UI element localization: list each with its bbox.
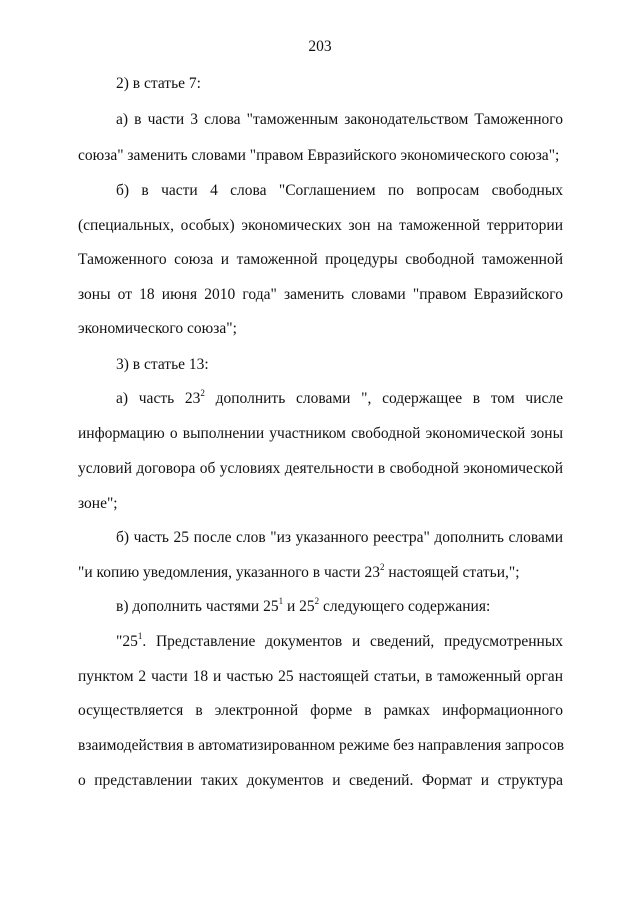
superscript: 1 bbox=[278, 595, 284, 606]
text-line: б) в части 4 слова "Соглашением по вопросам свободных bbox=[116, 182, 563, 199]
text-line: экономического союза"; bbox=[78, 320, 237, 337]
text-line: пунктом 2 части 18 и частью 25 настоящей статьи, в таможенный орган bbox=[78, 668, 563, 685]
text-line: информацию о выполнении участником свободной экономической зоны bbox=[78, 425, 563, 442]
text-run: "и копию уведомления, указанного в части 23 bbox=[78, 564, 380, 581]
text-line: о представлении таких документов и сведений. Формат и структура bbox=[78, 772, 563, 789]
text-line: 2) в статье 7: bbox=[116, 75, 201, 92]
text-run: "25 bbox=[116, 633, 138, 650]
text-run: а) часть 23 bbox=[116, 390, 201, 407]
text-run: дополнить словами ", содержащее в том числе bbox=[204, 390, 563, 407]
text-line: 3) в статье 13: bbox=[116, 356, 209, 373]
text-run: настоящей статьи,"; bbox=[384, 564, 520, 581]
page-number: 203 bbox=[308, 38, 332, 55]
text-line: взаимодействия в автоматизированном режиме без направления запросов bbox=[78, 737, 565, 754]
superscript: 2 bbox=[200, 387, 205, 398]
superscript: 2 bbox=[314, 595, 320, 606]
text-run: и 25 bbox=[283, 598, 315, 615]
text-run: в) дополнить частями 25 bbox=[116, 598, 279, 615]
superscript: 2 bbox=[379, 561, 385, 572]
text-line bbox=[78, 561, 563, 582]
text-line: осуществляется в электронной форме в рамках информационного bbox=[78, 702, 563, 719]
text-run: следующего содержания: bbox=[319, 598, 491, 615]
text-line bbox=[116, 630, 563, 651]
text-line: а) в части 3 слова "таможенным законодательством Таможенного bbox=[116, 111, 563, 128]
text-line: зоны от 18 июня 2010 года" заменить словами "правом Евразийского bbox=[78, 286, 563, 303]
superscript: 1 bbox=[137, 630, 143, 641]
text-line: б) часть 25 после слов "из указанного реестра" дополнить словами bbox=[116, 529, 563, 546]
text-line: условий договора об условиях деятельности в свободной экономической bbox=[78, 460, 563, 477]
text-line: зоне"; bbox=[78, 495, 118, 512]
text-run: . Представление документов и сведений, предусмотренных bbox=[142, 633, 563, 650]
text-line: союза" заменить словами "правом Евразийского экономического союза"; bbox=[78, 147, 560, 164]
text-line bbox=[116, 387, 563, 408]
text-line: (специальных, особых) экономических зон на таможенной территории bbox=[78, 217, 563, 234]
text-line: Таможенного союза и таможенной процедуры свободной таможенной bbox=[78, 251, 563, 268]
text-line bbox=[116, 595, 563, 616]
